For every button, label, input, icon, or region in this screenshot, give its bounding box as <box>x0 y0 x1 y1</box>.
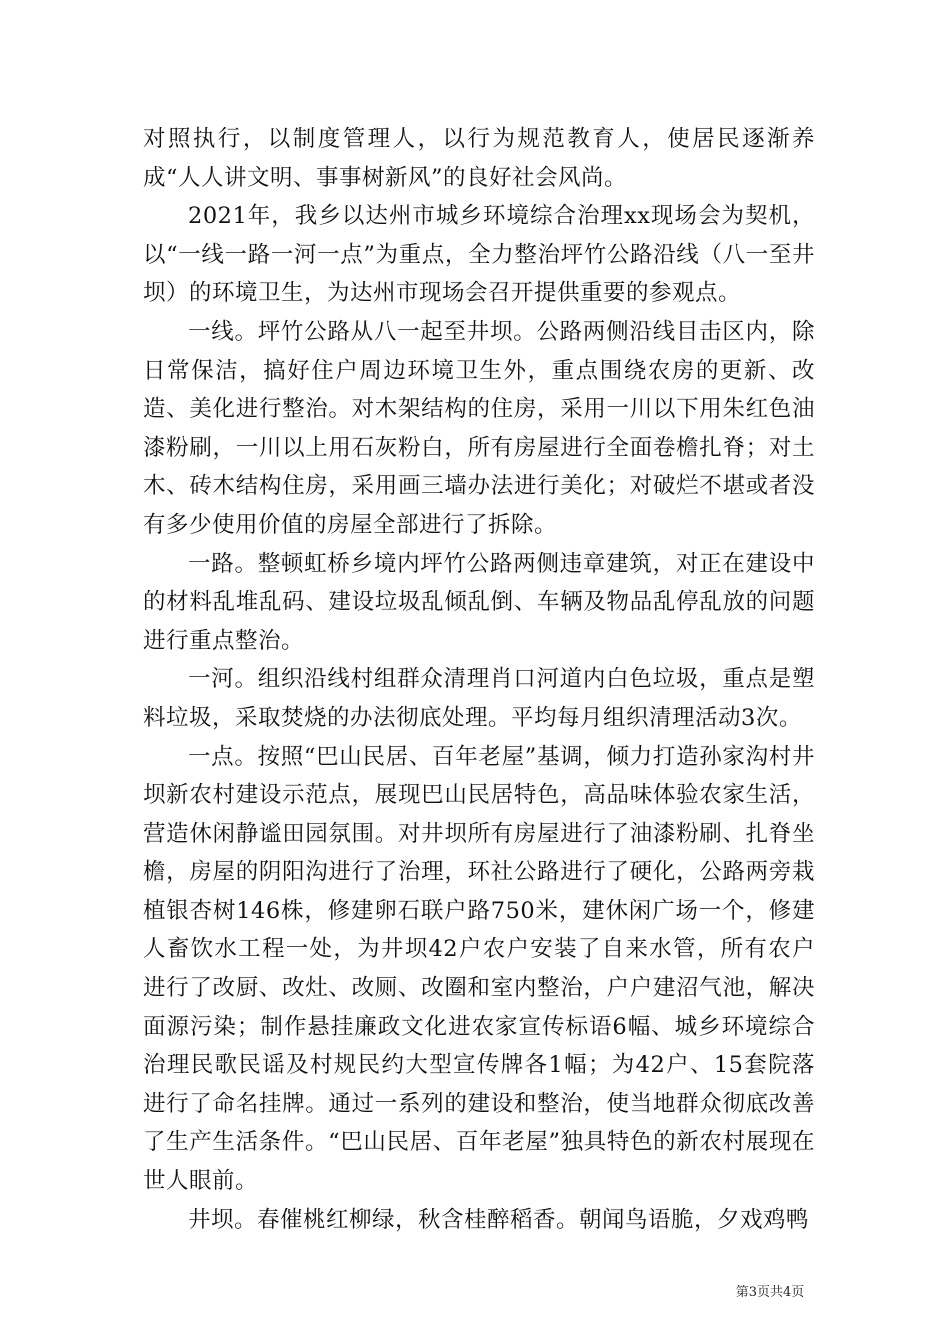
paragraph-continuation: 对照执行，以制度管理人，以行为规范教育人，使居民逐渐养成“人人讲文明、事事树新风”的良好社会风尚。 <box>143 126 815 191</box>
paragraph-yixian: 一线。坪竹公路从八一起至井坝。公路两侧沿线目击区内，除日常保洁，搞好住户周边环境卫生外，重点围绕农房的更新、改造、美化进行整治。对木架结构的住房，采用一川以下用朱红色油漆粉刷，一川以上用石灰粉白，所有房屋进行全面卷檐扎脊；对土木、砖木结构住房，采用画三墙办法进行美化；对破烂不堪或者没有多少使用价值的房屋全部进行了拆除。 <box>143 318 815 538</box>
page-number: 第3页共4页 <box>735 1285 805 1300</box>
paragraph-yidian: 一点。按照“巴山民居、百年老屋”基调，倾力打造孙家沟村井坝新农村建设示范点，展现巴山民居特色，高品味体验农家生活，营造休闲静谧田园氛围。对井坝所有房屋进行了油漆粉刷、扎脊坐檐，房屋的阴阳沟进行了治理，环社公路进行了硬化，公路两旁栽植银杏树146株，修建卵石联户路750米，建休闲广场一个，修建人畜饮水工程一处，为井坝42户农户安装了自来水管，所有农户进行了改厨、改灶、改厕、改圈和室内整治，户户建沼气池，解决面源污染；制作悬挂廉政文化进农家宣传标语6幅、城乡环境综合治理民歌民谣及村规民约大型宣传牌各1幅；为42户、15套院落进行了命名挂牌。通过一系列的建设和整治，使当地群众彻底改善了生产生活条件。“巴山民居、百年老屋”独具特色的新农村展现在世人眼前。 <box>143 743 815 1195</box>
paragraph-yilu: 一路。整顿虹桥乡境内坪竹公路两侧违章建筑，对正在建设中的材料乱堆乱码、建设垃圾乱倾乱倒、车辆及物品乱停乱放的问题进行重点整治。 <box>143 550 815 654</box>
paragraph-intro-2021: 2021年，我乡以达州市城乡环境综合治理xx现场会为契机，以“一线一路一河一点”为重点，全力整治坪竹公路沿线（八一至井坝）的环境卫生，为达州市现场会召开提供重要的参观点。 <box>143 203 815 307</box>
paragraph-yihe: 一河。组织沿线村组群众清理肖口河道内白色垃圾，重点是塑料垃圾，采取焚烧的办法彻底处理。平均每月组织清理活动3次。 <box>143 666 815 731</box>
document-body <box>143 120 815 1239</box>
paragraph-jingba: 井坝。春催桃红柳绿，秋含桂醉稻香。朝闻鸟语脆，夕戏鸡鸭 <box>188 1206 810 1233</box>
page-footer <box>0 1281 950 1300</box>
